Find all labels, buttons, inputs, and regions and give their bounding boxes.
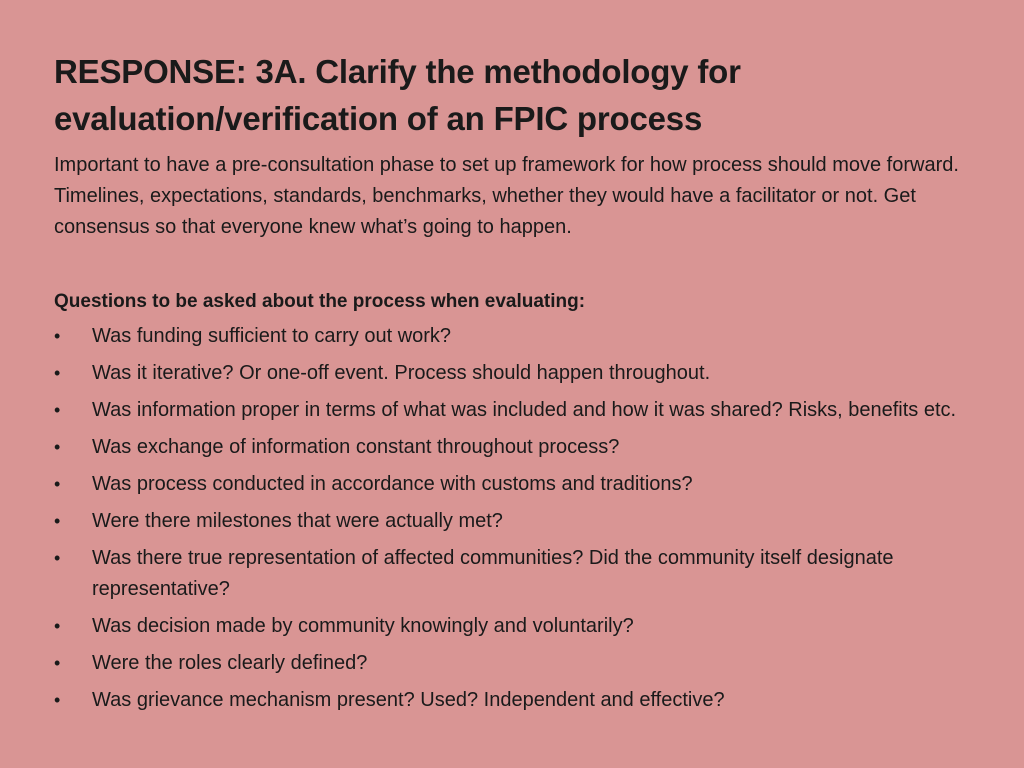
list-item <box>54 395 984 426</box>
list-item <box>54 321 984 352</box>
list-item <box>54 469 984 500</box>
question-text: Was exchange of information constant throughout process? <box>92 436 620 458</box>
bullet-icon: • <box>54 474 61 494</box>
bullet-icon: • <box>54 548 61 568</box>
list-item <box>54 358 984 389</box>
bullet-icon: • <box>54 653 61 673</box>
questions-heading: Questions to be asked about the process when evaluating: <box>54 291 586 312</box>
list-item <box>54 685 984 716</box>
list-item <box>54 611 984 642</box>
bullet-icon: • <box>54 437 61 457</box>
bullet-icon: • <box>54 326 61 346</box>
bullet-icon: • <box>54 690 61 710</box>
question-text: Was it iterative? Or one-off event. Process should happen throughout. <box>92 362 711 384</box>
bullet-icon: • <box>54 616 61 636</box>
question-text: Was grievance mechanism present? Used? Independent and effective? <box>92 689 725 711</box>
question-text: Was process conducted in accordance with customs and traditions? <box>92 473 693 495</box>
question-text: Were there milestones that were actually met? <box>92 510 503 532</box>
question-list <box>54 321 984 716</box>
question-text: Was information proper in terms of what was included and how it was shared? Risks, benefits etc. <box>92 399 957 421</box>
bullet-icon: • <box>54 363 61 383</box>
list-item <box>54 648 984 679</box>
list-item <box>54 543 984 605</box>
list-item <box>54 506 984 537</box>
question-text: Were the roles clearly defined? <box>92 652 368 674</box>
slide-title: RESPONSE: 3A. Clarify the methodology for evaluation/verification of an FPIC process <box>54 53 741 137</box>
question-text: Was there true representation of affected communities? Did the community itself designate representative? <box>92 547 894 600</box>
question-text: Was funding sufficient to carry out work? <box>92 325 452 347</box>
question-text: Was decision made by community knowingly and voluntarily? <box>92 615 634 637</box>
intro-paragraph: Important to have a pre-consultation phase to set up framework for how process should move forward. Timelines, expectations, standards, benchmarks, whether they would have a facilitator or not. Get consensus so that everyone knew what’s going to happen. <box>54 154 959 238</box>
bullet-icon: • <box>54 400 61 420</box>
list-item <box>54 432 984 463</box>
bullet-icon: • <box>54 511 61 531</box>
